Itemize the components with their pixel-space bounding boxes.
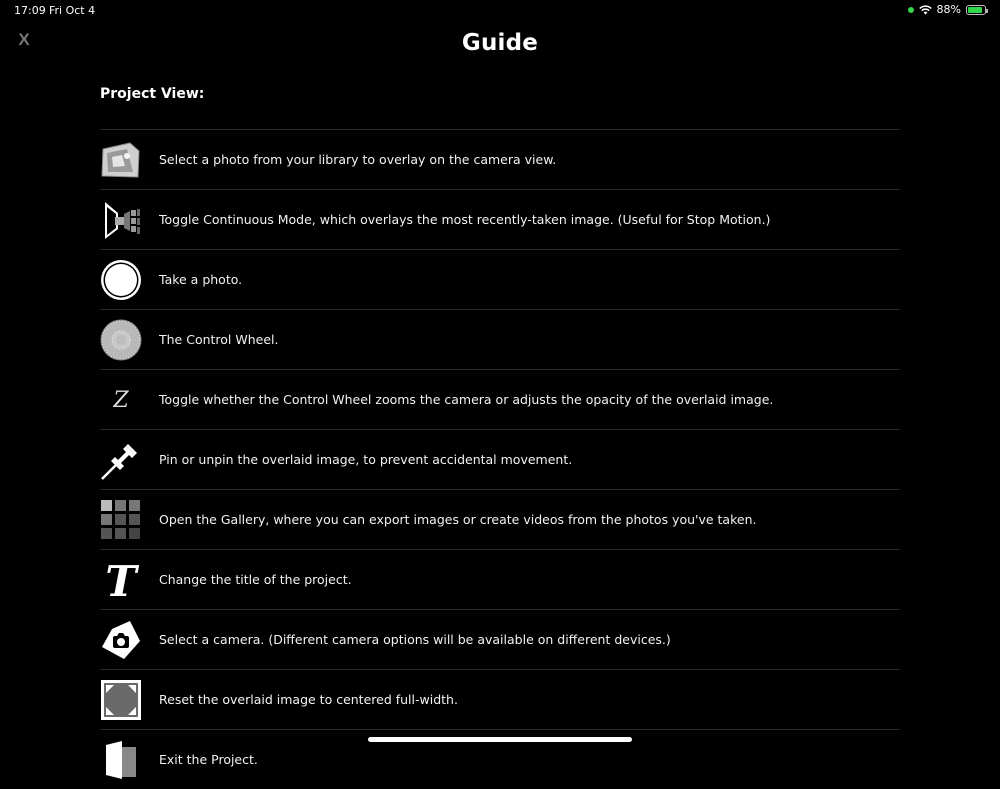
close-button[interactable]: X [18, 30, 30, 49]
status-time: 17:09 [14, 4, 46, 17]
item-text: Toggle whether the Control Wheel zooms the camera or adjusts the opacity of the overlaid image. [159, 392, 774, 407]
item-text: The Control Wheel. [159, 332, 279, 347]
wifi-icon [919, 5, 932, 15]
title-t-icon [100, 556, 142, 606]
list-item [100, 429, 900, 489]
control-wheel-icon [100, 319, 142, 361]
item-text: Select a photo from your library to overlay on the camera view. [159, 152, 557, 167]
section-title: Project View: [100, 86, 205, 102]
page-title: Guide [461, 30, 539, 56]
status-date: Fri Oct 4 [49, 4, 96, 17]
reset-fullwidth-icon [100, 679, 142, 721]
camera-in-use-indicator [908, 7, 914, 13]
list-item [100, 309, 900, 369]
item-text: Change the title of the project. [159, 572, 352, 587]
home-indicator[interactable] [368, 737, 632, 742]
list-item [100, 129, 900, 189]
list-item [100, 249, 900, 309]
camera-select-icon [100, 619, 142, 661]
list-item [100, 609, 900, 669]
list-item [100, 369, 900, 429]
item-text: Select a camera. (Different camera options will be available on different devices.) [159, 632, 671, 647]
battery-icon [966, 5, 986, 15]
shutter-icon [100, 259, 142, 301]
item-text: Open the Gallery, where you can export images or create videos from the photos you've taken. [159, 512, 757, 527]
battery-percent: 88% [936, 3, 961, 16]
item-text: Toggle Continuous Mode, which overlays the most recently-taken image. (Useful for Stop Motion.) [159, 212, 771, 227]
guide-list [100, 129, 900, 789]
continuous-mode-icon [100, 199, 142, 241]
list-item [100, 669, 900, 729]
item-text: Reset the overlaid image to centered full-width. [159, 692, 458, 707]
battery-level [968, 7, 982, 13]
item-text: Take a photo. [159, 272, 243, 287]
svg-text:Z: Z [113, 387, 129, 413]
photo-library-icon [100, 139, 142, 181]
status-right [908, 3, 986, 16]
list-item [100, 549, 900, 609]
item-text: Exit the Project. [159, 752, 258, 767]
list-item [100, 189, 900, 249]
pin-icon [100, 439, 142, 481]
status-bar [0, 0, 1000, 22]
zoom-opacity-toggle-icon [100, 379, 142, 421]
gallery-grid-icon [100, 499, 142, 541]
svg-text:T: T [105, 556, 137, 606]
item-text: Pin or unpin the overlaid image, to prevent accidental movement. [159, 452, 573, 467]
exit-door-icon [100, 739, 142, 781]
list-item [100, 489, 900, 549]
